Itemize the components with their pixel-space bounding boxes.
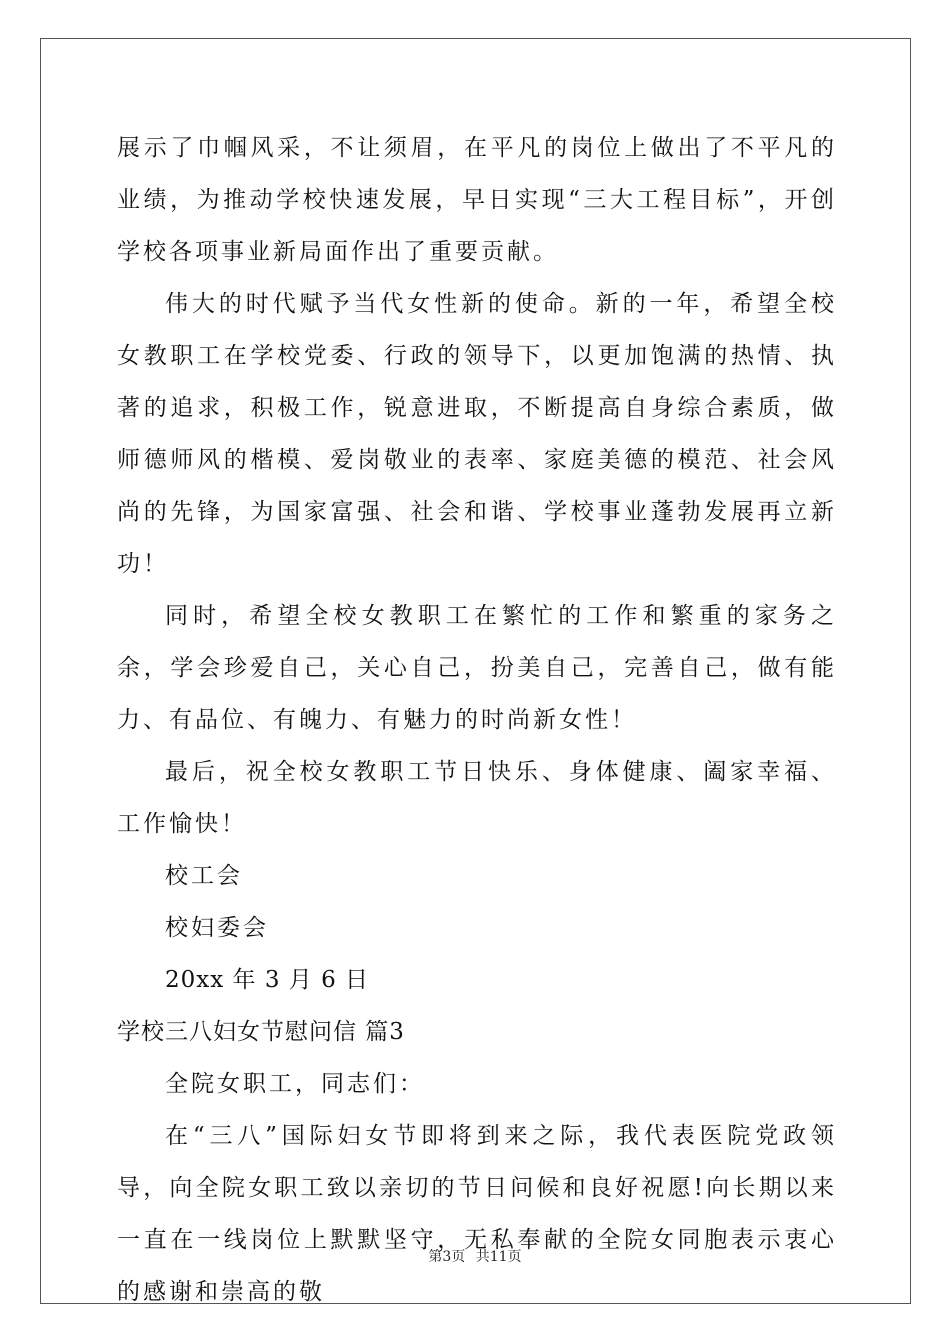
paragraph-4: 最后，祝全校女教职工节日快乐、身体健康、阖家幸福、工作愉快！ [117, 759, 837, 837]
salutation: 全院女职工，同志们： [165, 1071, 425, 1097]
page-number: 第3页 [428, 1249, 466, 1265]
page-footer [0, 1246, 950, 1266]
signature-union: 校工会 [165, 863, 243, 889]
document-body [117, 122, 837, 1318]
paragraph-2: 伟大的时代赋予当代女性新的使命。新的一年，希望全校女教职工在学校党委、行政的领导下，以更加饱满的热情、执著的追求，积极工作，锐意进取，不断提高自身综合素质，做师德师风的楷模、爱岗敬业的表率、家庭美德的模范、社会风尚的先锋，为国家富强、社会和谐、学校事业蓬勃发展再立新功！ [117, 291, 837, 577]
paragraph-body: 在“三八”国际妇女节即将到来之际，我代表医院党政领导，向全院女职工致以亲切的节日问候和良好祝愿!向长期以来一直在一线岗位上默默坚守，无私奉献的全院女同胞表示衷心的感谢和崇高的敬 [117, 1123, 837, 1305]
paragraph-3: 同时，希望全校女教职工在繁忙的工作和繁重的家务之余，学会珍爱自己，关心自己，扮美自己，完善自己，做有能力、有品位、有魄力、有魅力的时尚新女性！ [117, 603, 837, 733]
paragraph-1: 展示了巾帼风采，不让须眉，在平凡的岗位上做出了不平凡的业绩，为推动学校快速发展，早日实现“三大工程目标”，开创学校各项事业新局面作出了重要贡献。 [117, 135, 837, 265]
page-total: 共11页 [475, 1249, 522, 1265]
signature-women-committee: 校妇委会 [165, 915, 269, 941]
section-heading: 学校三八妇女节慰问信 篇3 [117, 1019, 405, 1045]
letter-date: 20xx 年 3 月 6 日 [165, 967, 370, 993]
